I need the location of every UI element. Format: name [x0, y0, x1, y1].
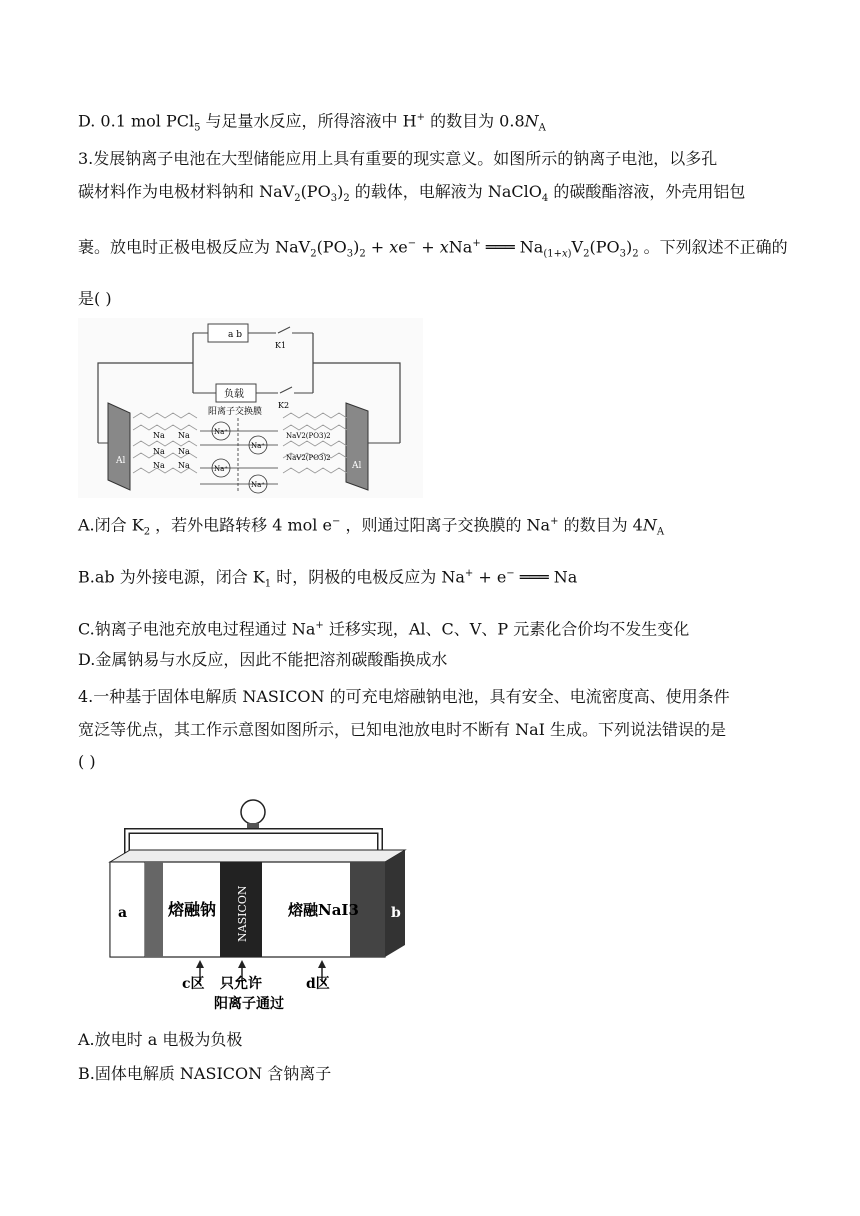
q4-line-1: 4.一种基于固体电解质 NASICON 的可充电熔融钠电池，具有安全、电流密度高、使用条件 — [78, 687, 730, 706]
molten-nai3-label: 熔融NaI3 — [288, 901, 359, 919]
figure-molten-sodium-battery — [100, 782, 420, 1018]
k2-label: K2 — [278, 401, 290, 410]
al-left-label: Al — [116, 456, 126, 466]
q3-line-3: 裹。放电时正极电极反应为 $NaV_2(PO_3)_2 + xe^- + xNa^+$ ═══ $Na_{(1+x)}V_2(PO_3)_2$ 。下列叙述不正确的 — [78, 237, 788, 260]
na-ion-1: Na⁺ — [214, 428, 228, 436]
q4-option-b: B.固体电解质 NASICON 含钠离子 — [78, 1064, 332, 1083]
molten-na-label: 熔融钠 — [168, 900, 217, 919]
na-label-4: Na — [178, 447, 190, 456]
q3-option-b: B.ab 为外接电源，闭合 $K_1$ 时，阴极的电极反应为 Na+ + e− ═══ Na — [78, 567, 578, 590]
na-label-2: Na — [178, 431, 190, 440]
ab-label: a b — [228, 330, 242, 340]
q4-line-2: 宽泛等优点，其工作示意图如图所示，已知电池放电时不断有 NaI 生成。下列说法错误的是 — [78, 720, 727, 739]
na-ion-4: Na⁺ — [251, 481, 265, 489]
allow-label-1: 只允许 — [220, 976, 262, 992]
al-right-label: Al — [352, 461, 362, 471]
nav-label-1: NaV2(PO3)2 — [286, 432, 331, 440]
figure-sodium-ion-battery — [78, 318, 423, 498]
q4-option-a: A.放电时 a 电极为负极 — [78, 1030, 243, 1049]
nasicon-label: NASICON — [236, 885, 249, 942]
membrane-label: 阳离子交换膜 — [208, 407, 263, 417]
allow-label-2: 阳离子通过 — [214, 996, 284, 1012]
na-ion-3: Na⁺ — [214, 465, 228, 473]
lamp-icon — [241, 800, 265, 824]
q3-line-1: 3.发展钠离子电池在大型储能应用上具有重要的现实意义。如图所示的钠离子电池，以多孔 — [78, 149, 718, 168]
q3-option-c: C.钠离子电池充放电过程通过 Na+ 迁移实现，Al、C、V、P 元素化合价均不发生变化 — [78, 619, 690, 639]
c-zone-label: c区 — [182, 976, 205, 992]
na-label-1: Na — [153, 431, 165, 440]
na-label-3: Na — [153, 447, 165, 456]
q3-option-a: A.闭合 $K_2$ ，若外电路转移 4 mol e− ，则通过阳离子交换膜的 Na+ 的数目为 $4N_A$ — [78, 515, 665, 538]
d-zone-label: d区 — [306, 976, 330, 992]
option-d-prev: D. 0.1 mol PCl$_5$ 与足量水反应，所得溶液中 H+ 的数目为 $0.8N_A$ — [78, 111, 546, 134]
q3-option-d: D.金属钠易与水反应，因此不能把溶剂碳酸酯换成水 — [78, 650, 448, 669]
q4-line-3: ( ) — [78, 752, 96, 771]
na-label-6: Na — [178, 461, 190, 470]
na-ion-2: Na⁺ — [251, 442, 265, 450]
load-label: 负载 — [224, 389, 244, 400]
q3-line-4: 是( ) — [78, 289, 112, 308]
na-label-5: Na — [153, 461, 165, 470]
nav-label-2: NaV2(PO3)2 — [286, 454, 331, 462]
k1-label: K1 — [275, 341, 287, 350]
q3-line-2: 碳材料作为电极材料钠和 $NaV_2(PO_3)_2$ 的载体，电解液为 NaClO$_4$ 的碳酸酯溶液，外壳用铝包 — [78, 182, 746, 205]
b-label: b — [391, 905, 401, 921]
a-label: a — [118, 905, 128, 921]
